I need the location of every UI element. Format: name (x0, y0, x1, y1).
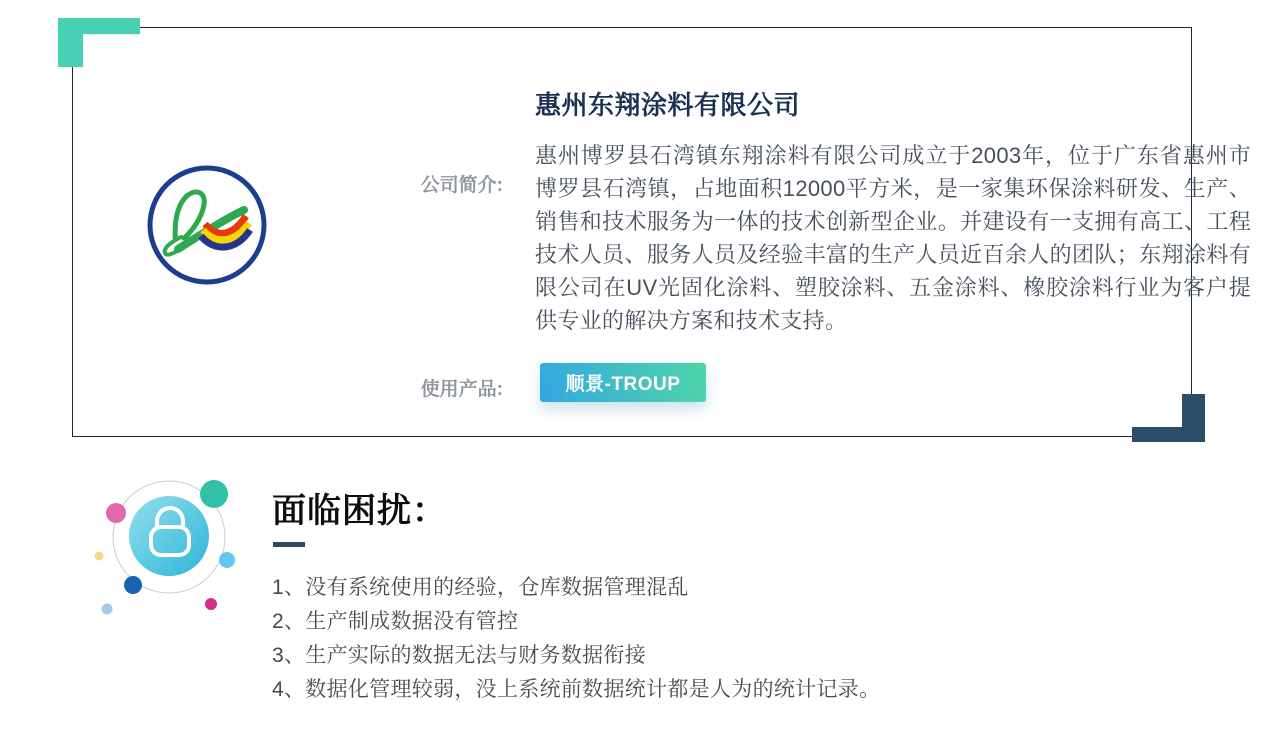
dot-teal (200, 480, 228, 508)
dot-pink (106, 503, 126, 523)
dot-dark-blue (124, 576, 142, 594)
trouble-item: 2、生产制成数据没有管控 (272, 610, 519, 633)
troubles-heading: 面临困扰： (272, 492, 447, 530)
trouble-item: 3、生产实际的数据无法与财务数据衔接 (272, 644, 647, 667)
company-name-title: 惠州东翔涂料有限公司 (535, 90, 801, 120)
trouble-item: 1、没有系统使用的经验，仓库数据管理混乱 (272, 576, 689, 599)
heading-underline (273, 542, 305, 547)
trouble-item: 4、数据化管理较弱，没上系统前数据统计都是人为的统计记录。 (272, 678, 881, 701)
company-intro-label: 公司简介: (420, 175, 503, 196)
dongxiang-logo-svg (145, 163, 269, 287)
company-logo-icon (145, 163, 269, 287)
dot-pale-blue (102, 604, 113, 615)
company-intro-text: 惠州博罗县石湾镇东翔涂料有限公司成立于2003年，位于广东省惠州市博罗县石湾镇，占地面积12000平方米，是一家集环保涂料研发、生产、销售和技术服务为一体的技术创新型企业。并建设有一支拥有高工、工程技术人员、服务人员及经验丰富的生产人员近百余人的团队；东翔涂料有限公司在UV光固化涂料、塑胶涂料、五金涂料、橡胶涂料行业为客户提供专业的解决方案和技术支持。 (535, 143, 1251, 333)
lock-icon (85, 470, 245, 625)
dot-magenta (205, 598, 217, 610)
product-label: 使用产品: (420, 379, 503, 400)
product-tag-button[interactable]: 顺景-TROUP (540, 363, 706, 402)
dot-pale-yellow (95, 552, 104, 561)
dot-light-blue (219, 552, 235, 568)
lock-graphic (85, 470, 245, 625)
troubles-list (272, 571, 880, 707)
